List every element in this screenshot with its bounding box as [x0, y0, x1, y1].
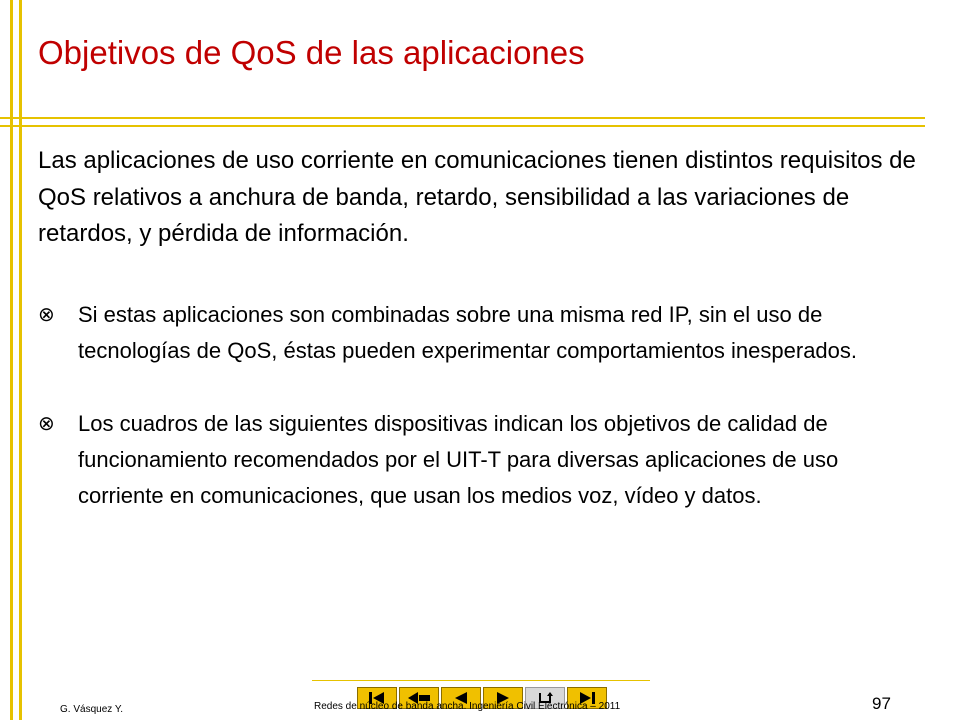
- left-border-line-2: [19, 0, 22, 720]
- bullet-text: Los cuadros de las siguientes dispositivas indican los objetivos de calidad de funcionamiento recomendados por el UIT-T para diversas aplicaciones de uso corriente en comunicaciones, que usan los medios voz, vídeo y datos.: [78, 411, 839, 508]
- course-label: Redes de núcleo de banda ancha. Ingeniería Civil Electrónica – 2011: [314, 701, 621, 712]
- title-underline-1: [0, 117, 925, 119]
- bullet-marker-icon: ⊗: [38, 304, 55, 326]
- bullet-item: [38, 406, 918, 514]
- title-underline-2: [0, 125, 925, 127]
- bullet-text: Si estas aplicaciones son combinadas sobre una misma red IP, sin el uso de tecnologías de QoS, éstas pueden experimentar comportamientos inesperados.: [78, 302, 858, 363]
- page-number: 97: [872, 694, 891, 713]
- bullet-item: [38, 297, 918, 369]
- left-border-line-1: [10, 0, 13, 720]
- intro-paragraph: Las aplicaciones de uso corriente en comunicaciones tienen distintos requisitos de QoS relativos a anchura de banda, retardo, sensibilidad a las variaciones de retardos, y pérdida de información.: [38, 147, 916, 247]
- bullet-marker-icon: ⊗: [38, 413, 55, 435]
- author-label: G. Vásquez Y.: [60, 704, 124, 715]
- slide-title: Objetivos de QoS de las aplicaciones: [38, 34, 585, 71]
- footer-divider: [312, 680, 650, 681]
